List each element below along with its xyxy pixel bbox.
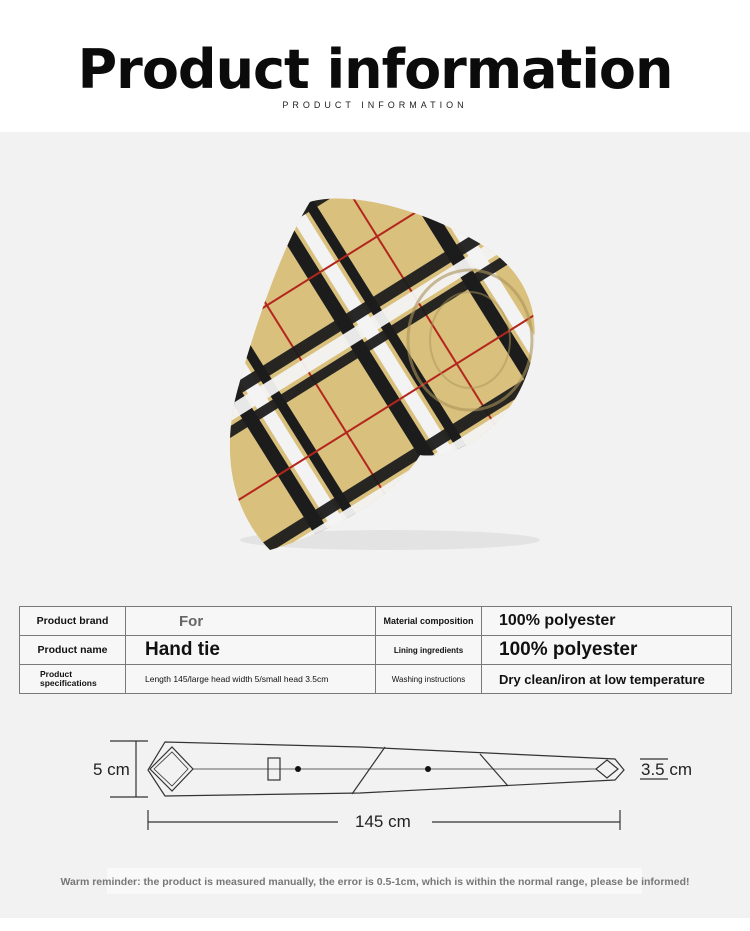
page-title: Product information [77, 38, 673, 101]
warm-reminder-text: Warm reminder: the product is measured manually, the error is 0.5-1cm, which is within the normal range, please be informed! [60, 876, 690, 888]
length-dimension: 145 cm [355, 812, 411, 831]
panel-bottom-strip [0, 918, 750, 931]
spec-table [19, 606, 732, 694]
table-row [20, 607, 732, 636]
table-row [20, 665, 732, 694]
small-head-dimension: 3.5 cm [641, 760, 693, 779]
table-row [20, 636, 732, 665]
header [0, 0, 750, 132]
spec-right-value: 100% polyester [482, 636, 732, 665]
spec-value: Length 145/large head width 5/small head 3.5cm [126, 665, 376, 694]
spec-label: Product brand [20, 607, 126, 636]
spec-mid-label: Washing instructions [376, 665, 482, 694]
spec-label: Product specifications [20, 665, 126, 694]
spec-right-value: 100% polyester [482, 607, 732, 636]
spec-right-value: Dry clean/iron at low temperature [482, 665, 732, 694]
spec-mid-label: Material composition [376, 607, 482, 636]
tie-product-image [200, 190, 560, 560]
page-subtitle: PRODUCT INFORMATION [282, 100, 468, 110]
spec-label: Product name [20, 636, 126, 665]
spec-value: For [126, 607, 376, 636]
spec-mid-label: Lining ingredients [376, 636, 482, 665]
large-head-dimension: 5 cm [93, 760, 130, 779]
spec-value: Hand tie [126, 636, 376, 665]
